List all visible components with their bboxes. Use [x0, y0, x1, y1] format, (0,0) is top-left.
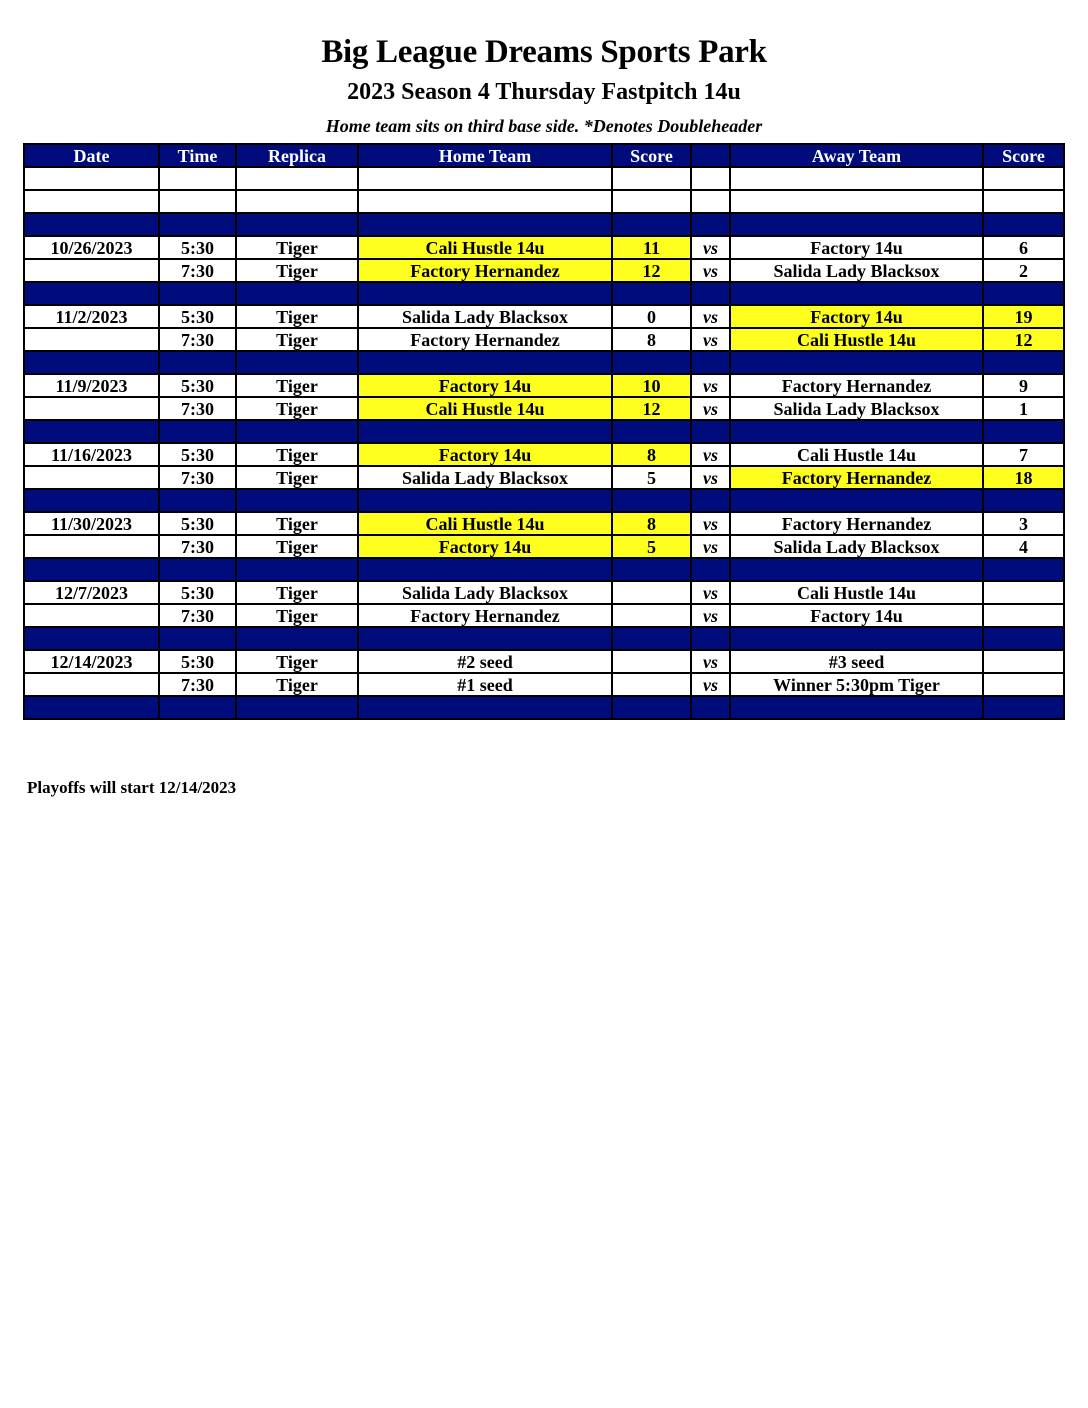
header-date: Date — [24, 144, 159, 167]
time-cell: 7:30 — [159, 397, 236, 420]
home-score-cell: 5 — [612, 535, 691, 558]
replica-cell — [236, 558, 358, 581]
replica-cell: Tiger — [236, 535, 358, 558]
date-cell — [24, 420, 159, 443]
table-row — [24, 673, 1064, 696]
away-team-cell — [730, 420, 983, 443]
replica-cell — [236, 351, 358, 374]
away-score-cell: 7 — [983, 443, 1064, 466]
vs-cell: vs — [691, 581, 730, 604]
away-score-cell — [983, 351, 1064, 374]
home-score-cell — [612, 696, 691, 719]
date-cell — [24, 558, 159, 581]
separator-row — [24, 420, 1064, 443]
away-score-cell — [983, 282, 1064, 305]
table-row — [24, 581, 1064, 604]
away-score-cell — [983, 489, 1064, 512]
away-team-cell: Salida Lady Blacksox — [730, 535, 983, 558]
time-cell — [159, 213, 236, 236]
vs-cell — [691, 167, 730, 190]
vs-cell — [691, 696, 730, 719]
home-team-cell — [358, 190, 612, 213]
separator-row — [24, 696, 1064, 719]
home-score-cell — [612, 282, 691, 305]
date-cell — [24, 535, 159, 558]
home-score-cell — [612, 650, 691, 673]
time-cell — [159, 696, 236, 719]
date-cell — [24, 351, 159, 374]
separator-row — [24, 558, 1064, 581]
vs-cell: vs — [691, 673, 730, 696]
vs-cell: vs — [691, 443, 730, 466]
away-score-cell — [983, 650, 1064, 673]
vs-cell: vs — [691, 512, 730, 535]
date-cell — [24, 604, 159, 627]
away-score-cell — [983, 420, 1064, 443]
away-score-cell — [983, 581, 1064, 604]
vs-cell: vs — [691, 328, 730, 351]
time-cell: 5:30 — [159, 305, 236, 328]
replica-cell: Tiger — [236, 305, 358, 328]
away-score-cell: 2 — [983, 259, 1064, 282]
time-cell — [159, 351, 236, 374]
table-row — [24, 604, 1064, 627]
vs-cell — [691, 420, 730, 443]
replica-cell: Tiger — [236, 581, 358, 604]
date-cell — [24, 627, 159, 650]
table-row — [24, 305, 1064, 328]
date-cell: 11/2/2023 — [24, 305, 159, 328]
page-subtitle: 2023 Season 4 Thursday Fastpitch 14u — [347, 79, 741, 105]
time-cell: 5:30 — [159, 581, 236, 604]
home-team-cell: #2 seed — [358, 650, 612, 673]
time-cell — [159, 167, 236, 190]
home-team-cell — [358, 627, 612, 650]
date-cell: 10/26/2023 — [24, 236, 159, 259]
date-cell — [24, 259, 159, 282]
date-cell — [24, 282, 159, 305]
separator-row — [24, 213, 1064, 236]
away-team-cell — [730, 213, 983, 236]
away-team-cell — [730, 558, 983, 581]
home-score-cell: 11 — [612, 236, 691, 259]
away-score-cell: 4 — [983, 535, 1064, 558]
date-cell — [24, 466, 159, 489]
home-team-cell: Factory Hernandez — [358, 328, 612, 351]
separator-row — [24, 282, 1064, 305]
time-cell: 7:30 — [159, 328, 236, 351]
home-score-cell — [612, 581, 691, 604]
time-cell: 7:30 — [159, 259, 236, 282]
time-cell: 7:30 — [159, 604, 236, 627]
away-score-cell: 19 — [983, 305, 1064, 328]
vs-cell: vs — [691, 397, 730, 420]
table-row — [24, 512, 1064, 535]
away-team-cell: Cali Hustle 14u — [730, 328, 983, 351]
table-row — [24, 535, 1064, 558]
replica-cell: Tiger — [236, 673, 358, 696]
away-team-cell: Salida Lady Blacksox — [730, 259, 983, 282]
away-score-cell: 1 — [983, 397, 1064, 420]
table-row — [24, 397, 1064, 420]
time-cell: 5:30 — [159, 512, 236, 535]
away-score-cell — [983, 696, 1064, 719]
home-score-cell — [612, 167, 691, 190]
time-cell: 7:30 — [159, 466, 236, 489]
table-row — [24, 259, 1064, 282]
time-cell: 5:30 — [159, 374, 236, 397]
away-score-cell — [983, 213, 1064, 236]
home-score-cell — [612, 604, 691, 627]
replica-cell: Tiger — [236, 236, 358, 259]
home-score-cell — [612, 558, 691, 581]
away-score-cell: 6 — [983, 236, 1064, 259]
table-row — [24, 236, 1064, 259]
time-cell: 7:30 — [159, 535, 236, 558]
away-team-cell — [730, 282, 983, 305]
blank-row — [24, 167, 1064, 190]
separator-row — [24, 489, 1064, 512]
home-score-cell — [612, 627, 691, 650]
table-row — [24, 443, 1064, 466]
time-cell — [159, 627, 236, 650]
page-title: Big League Dreams Sports Park — [321, 34, 767, 70]
replica-cell: Tiger — [236, 259, 358, 282]
home-team-cell — [358, 696, 612, 719]
separator-row — [24, 627, 1064, 650]
vs-cell — [691, 351, 730, 374]
vs-cell: vs — [691, 466, 730, 489]
home-team-cell: Factory Hernandez — [358, 259, 612, 282]
date-cell: 12/14/2023 — [24, 650, 159, 673]
time-cell — [159, 282, 236, 305]
home-team-cell: Salida Lady Blacksox — [358, 581, 612, 604]
away-score-cell — [983, 673, 1064, 696]
header-home-team: Home Team — [358, 144, 612, 167]
header-time: Time — [159, 144, 236, 167]
home-score-cell: 8 — [612, 443, 691, 466]
vs-cell — [691, 627, 730, 650]
away-team-cell — [730, 351, 983, 374]
time-cell — [159, 558, 236, 581]
header-away-team: Away Team — [730, 144, 983, 167]
home-score-cell — [612, 489, 691, 512]
away-team-cell: Factory Hernandez — [730, 466, 983, 489]
vs-cell: vs — [691, 259, 730, 282]
time-cell — [159, 489, 236, 512]
replica-cell: Tiger — [236, 650, 358, 673]
away-score-cell: 18 — [983, 466, 1064, 489]
replica-cell: Tiger — [236, 397, 358, 420]
home-team-cell — [358, 351, 612, 374]
vs-cell: vs — [691, 236, 730, 259]
home-team-cell — [358, 558, 612, 581]
home-score-cell — [612, 190, 691, 213]
header-home-score: Score — [612, 144, 691, 167]
home-team-cell — [358, 167, 612, 190]
vs-cell — [691, 213, 730, 236]
home-team-cell: Factory 14u — [358, 443, 612, 466]
home-team-cell: #1 seed — [358, 673, 612, 696]
time-cell — [159, 190, 236, 213]
away-team-cell: Winner 5:30pm Tiger — [730, 673, 983, 696]
date-cell — [24, 489, 159, 512]
away-team-cell: Factory 14u — [730, 604, 983, 627]
date-cell — [24, 328, 159, 351]
vs-cell: vs — [691, 535, 730, 558]
date-cell — [24, 190, 159, 213]
vs-cell: vs — [691, 604, 730, 627]
away-score-cell: 3 — [983, 512, 1064, 535]
table-row — [24, 466, 1064, 489]
home-team-cell: Salida Lady Blacksox — [358, 305, 612, 328]
replica-cell — [236, 190, 358, 213]
away-team-cell: #3 seed — [730, 650, 983, 673]
date-cell — [24, 673, 159, 696]
away-team-cell — [730, 489, 983, 512]
replica-cell: Tiger — [236, 466, 358, 489]
replica-cell — [236, 627, 358, 650]
table-row — [24, 374, 1064, 397]
schedule-body — [24, 167, 1064, 719]
replica-cell — [236, 420, 358, 443]
vs-cell: vs — [691, 305, 730, 328]
replica-cell — [236, 696, 358, 719]
away-score-cell — [983, 604, 1064, 627]
table-header-row — [24, 144, 1064, 167]
vs-cell — [691, 282, 730, 305]
time-cell: 7:30 — [159, 673, 236, 696]
home-score-cell: 10 — [612, 374, 691, 397]
header-replica: Replica — [236, 144, 358, 167]
home-score-cell — [612, 213, 691, 236]
away-team-cell: Salida Lady Blacksox — [730, 397, 983, 420]
away-team-cell — [730, 190, 983, 213]
away-team-cell: Factory 14u — [730, 236, 983, 259]
vs-cell — [691, 190, 730, 213]
table-row — [24, 650, 1064, 673]
away-score-cell — [983, 167, 1064, 190]
schedule-table — [23, 143, 1065, 720]
blank-row — [24, 190, 1064, 213]
date-cell — [24, 696, 159, 719]
home-score-cell — [612, 420, 691, 443]
home-score-cell: 12 — [612, 397, 691, 420]
vs-cell: vs — [691, 650, 730, 673]
home-team-cell — [358, 213, 612, 236]
vs-cell: vs — [691, 374, 730, 397]
away-team-cell — [730, 167, 983, 190]
time-cell: 5:30 — [159, 443, 236, 466]
date-cell: 11/16/2023 — [24, 443, 159, 466]
date-cell: 11/30/2023 — [24, 512, 159, 535]
replica-cell: Tiger — [236, 512, 358, 535]
away-score-cell — [983, 627, 1064, 650]
schedule-note: Home team sits on third base side. *Denotes Doubleheader — [325, 116, 763, 136]
replica-cell — [236, 213, 358, 236]
away-score-cell — [983, 558, 1064, 581]
playoffs-note: Playoffs will start 12/14/2023 — [27, 778, 237, 797]
home-score-cell — [612, 351, 691, 374]
home-team-cell — [358, 282, 612, 305]
replica-cell — [236, 167, 358, 190]
vs-cell — [691, 489, 730, 512]
replica-cell: Tiger — [236, 604, 358, 627]
home-team-cell: Factory Hernandez — [358, 604, 612, 627]
table-row — [24, 328, 1064, 351]
header-vs — [691, 144, 730, 167]
away-team-cell: Cali Hustle 14u — [730, 443, 983, 466]
date-cell: 12/7/2023 — [24, 581, 159, 604]
home-team-cell: Salida Lady Blacksox — [358, 466, 612, 489]
replica-cell: Tiger — [236, 328, 358, 351]
home-score-cell: 8 — [612, 328, 691, 351]
home-score-cell: 8 — [612, 512, 691, 535]
home-team-cell — [358, 489, 612, 512]
home-team-cell: Cali Hustle 14u — [358, 236, 612, 259]
time-cell: 5:30 — [159, 236, 236, 259]
home-score-cell: 12 — [612, 259, 691, 282]
home-team-cell: Factory 14u — [358, 374, 612, 397]
home-score-cell — [612, 673, 691, 696]
replica-cell: Tiger — [236, 443, 358, 466]
home-team-cell: Cali Hustle 14u — [358, 512, 612, 535]
away-team-cell: Factory 14u — [730, 305, 983, 328]
away-team-cell: Cali Hustle 14u — [730, 581, 983, 604]
away-team-cell — [730, 627, 983, 650]
home-team-cell: Cali Hustle 14u — [358, 397, 612, 420]
home-score-cell: 0 — [612, 305, 691, 328]
away-team-cell: Factory Hernandez — [730, 512, 983, 535]
away-score-cell: 12 — [983, 328, 1064, 351]
date-cell — [24, 167, 159, 190]
separator-row — [24, 351, 1064, 374]
time-cell — [159, 420, 236, 443]
home-score-cell: 5 — [612, 466, 691, 489]
vs-cell — [691, 558, 730, 581]
away-score-cell: 9 — [983, 374, 1064, 397]
away-team-cell: Factory Hernandez — [730, 374, 983, 397]
header-away-score: Score — [983, 144, 1064, 167]
time-cell: 5:30 — [159, 650, 236, 673]
home-team-cell — [358, 420, 612, 443]
date-cell: 11/9/2023 — [24, 374, 159, 397]
away-team-cell — [730, 696, 983, 719]
date-cell — [24, 213, 159, 236]
home-team-cell: Factory 14u — [358, 535, 612, 558]
replica-cell: Tiger — [236, 374, 358, 397]
away-score-cell — [983, 190, 1064, 213]
replica-cell — [236, 282, 358, 305]
replica-cell — [236, 489, 358, 512]
date-cell — [24, 397, 159, 420]
